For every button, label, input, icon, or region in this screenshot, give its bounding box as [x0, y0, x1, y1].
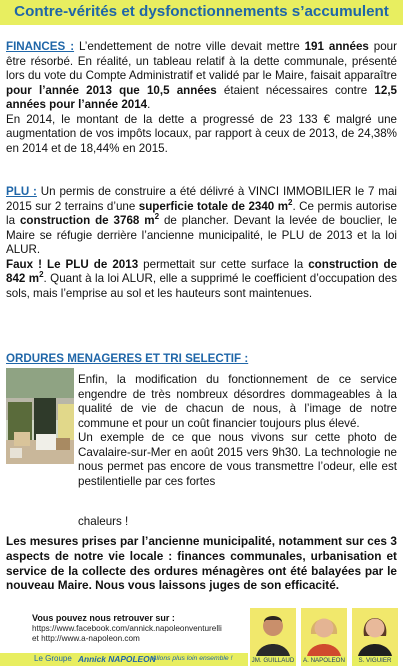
avatar-napoleon: [301, 608, 347, 666]
group-label: Le Groupe: [34, 654, 72, 663]
group-bar: [0, 653, 248, 666]
avatar-caption: S. VIGUIER: [352, 656, 398, 666]
group-slogan: Allons plus loin ensemble !: [152, 655, 233, 662]
plu-paragraph-1: PLU : Un permis de construire a été délivré à VINCI IMMOBILIER le 7 mai 2015 sur 2 terrains d’une superficie totale de 2340 $m^2$. Ce permis autorise la construction de 3768 $m^2$ de plancher. Devant la levée de bouclier, le Maire se réfugie derrière l’ancienne municipalité, le PLU de 2013 et la loi ALUR.: [6, 185, 397, 256]
ordures-heading: ORDURES MENAGERES ET TRI SELECTIF :: [6, 352, 249, 365]
ordures-paragraph-1: Enfin, la modification du fonctionnement de ce service engendre de très nombreux désordres dommageables à la qualité de vie de chacun de nous, à l’image de notre commune et pour un coût financier toujours plus élevé.: [78, 373, 397, 430]
title-banner: [0, 0, 403, 25]
finances-paragraph-2: En 2014, le montant de la dette a progressé de 23 133 € malgré une augmentation de vos impôts locaux, par rapport à ceux de 2013, de 24,38% en 2014 et de 18,44% en 2015.: [6, 112, 397, 155]
facebook-link[interactable]: https://www.facebook.com/annick.napoleonventurelli: [32, 624, 222, 633]
conclusion: Les mesures prises par l’ancienne municipalité, notamment sur ces 3 aspects de notre vie locale : finances communales, urbanisation et service de la collecte des ordures ménagères ont été balayées par le nouveau Maire. Nous vous laissons juges de son efficacité.: [6, 534, 397, 593]
group-name: Annick NAPOLEON: [78, 654, 156, 664]
avatar-caption: A. NAPOLEON: [301, 656, 347, 666]
team-photos: [250, 608, 403, 666]
plu-section: [6, 185, 397, 301]
avatar-caption: JM. GUILLAUD: [251, 657, 295, 664]
ordures-paragraph-2-end: chaleurs !: [78, 515, 129, 528]
garbage-photo: [6, 368, 74, 464]
ordures-paragraph-2: Un exemple de ce que nous vivons sur cette photo de Cavalaire-sur-Mer en août 2015 vers 9h30. La technologie ne nous permet pas encore de vous transmettre l’odeur, elle est pestilentielle par ces fortes: [78, 431, 397, 488]
avatar-viguier: [352, 608, 398, 666]
ordures-text: [78, 373, 397, 489]
avatar-guillaud: [250, 608, 296, 666]
footer: [0, 608, 403, 666]
ordures-heading-row: [6, 352, 397, 367]
footer-links: [32, 624, 222, 644]
website-link[interactable]: et http://www.a-napoleon.com: [32, 634, 140, 643]
finances-heading: FINANCES :: [6, 40, 75, 53]
finances-section: [6, 40, 397, 156]
page-title: Contre-vérités et dysfonctionnements s’accumulent: [14, 3, 389, 20]
find-us-label: Vous pouvez nous retrouver sur :: [32, 613, 175, 623]
plu-paragraph-2: Faux ! Le PLU de 2013 permettait sur cette surface la construction de 842 $m^2$. Quant à la loi ALUR, elle a supprimé le coefficient d’occupation des sols, mais l’emprise au sol et les hauteurs sont maintenues.: [6, 257, 397, 300]
finances-paragraph-1: FINANCES : L’endettement de notre ville devait mettre 191 années pour être résorbé. En réalité, un tableau relatif à la dette communale, présenté lors du vote du Compte Administratif et validé par le Maire, faisait apparaître pour l’année 2013 que 10,5 années étaient nécessaires contre 12,5 années pour l’année 2014.: [6, 40, 397, 111]
plu-heading: PLU :: [6, 185, 37, 198]
